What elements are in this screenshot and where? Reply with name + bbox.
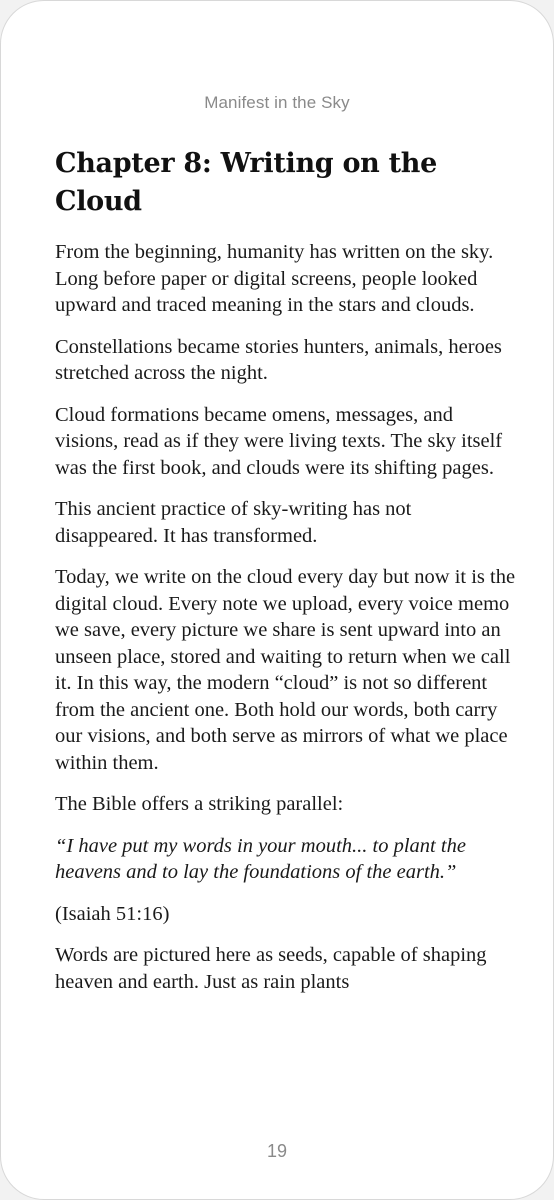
chapter-heading [55, 145, 513, 221]
paragraph: Constellations became stories hunters, animals, heroes stretched across the night. [55, 335, 502, 384]
paragraph: Cloud formations became omens, messages, and visions, read as if they were living texts. The sky itself was the first book, and clouds were its shifting pages. [55, 403, 503, 479]
scripture-quote: “I have put my words in your mouth... to plant the heavens and to lay the foundations of the earth.” [55, 834, 466, 883]
page-number: 19 [266, 1141, 288, 1161]
paragraph: Words are pictured here as seeds, capable of shaping heaven and earth. Just as rain plants [55, 944, 487, 993]
paragraph: This ancient practice of sky-writing has not disappeared. It has transformed. [55, 498, 412, 547]
chapter-heading-line-1: Chapter 8: Writing on the [55, 148, 437, 179]
book-title: Manifest in the Sky [204, 93, 350, 112]
chapter-heading-line-2: Cloud [55, 186, 142, 217]
scripture-reference: (Isaiah 51:16) [55, 902, 170, 925]
paragraph: From the beginning, humanity has written on the sky. Long before paper or digital screens, people looked upward and traced meaning in the stars and clouds. [55, 241, 494, 316]
chapter-body [55, 239, 517, 1010]
paragraph: Today, we write on the cloud every day but now it is the digital cloud. Every note we upload, every voice memo we save, every picture we share is sent upward into an unseen place, stored and waiting to return when we call it. In this way, the modern “cloud” is not so different from the ancient one. Both hold our words, both carry our visions, and both serve as mirrors of what we place within them. [55, 566, 516, 774]
paragraph: The Bible offers a striking parallel: [55, 793, 344, 815]
